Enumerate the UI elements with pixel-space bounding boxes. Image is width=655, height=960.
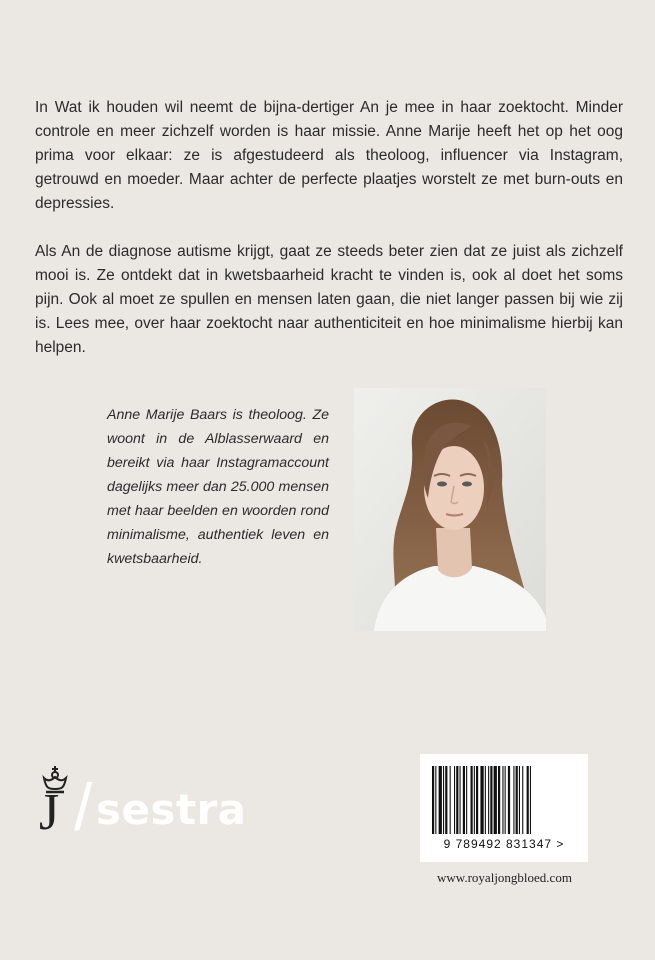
barcode-bar: [476, 766, 478, 834]
barcode-bar: [498, 766, 500, 834]
barcode-bar: [519, 766, 520, 834]
barcode-bar: [463, 766, 465, 834]
barcode-bar: [485, 766, 486, 834]
isbn-barcode: [420, 754, 588, 862]
barcode-bar: [513, 766, 514, 834]
author-bio: Anne Marije Baars is theoloog. Ze woont in de Alblasserwaard en bereikt via haar Instagramaccount dagelijks meer dan 25.000 mensen met haar beelden en woorden rond minimalisme, authentiek leven en kwetsbaarheid.: [107, 407, 329, 567]
barcode-digits: 9 789492 831347 >: [443, 837, 565, 851]
barcode-icon: [420, 754, 588, 836]
publisher-name: sestra: [96, 785, 247, 834]
barcode-bar: [450, 766, 451, 834]
logo-slash: /: [74, 770, 93, 844]
publisher-logo: [34, 764, 254, 844]
barcode-bar: [527, 766, 529, 834]
barcode-bar: [505, 766, 506, 834]
publisher-website: www.royaljongbloed.com: [437, 870, 572, 885]
barcode-bar: [522, 766, 523, 834]
author-portrait-icon: [354, 388, 546, 631]
barcode-bar: [445, 766, 447, 834]
barcode-bar: [490, 766, 492, 834]
barcode-bar: [530, 766, 531, 834]
blurb-paragraph-1: In Wat ik houden wil neemt de bijna-dertiger An je mee in haar zoektocht. Minder controle en meer zichzelf worden is haar missie. Anne Marije heeft het op het oog prima voor elkaar: ze is afgestudeerd als theoloog, influencer via Instagram, getrouwd en moeder. Maar achter de perfecte plaatjes worstelt ze met burn-outs en depressies.: [35, 99, 623, 212]
barcode-bar: [502, 766, 503, 834]
barcode-bar: [516, 766, 518, 834]
barcode-bar: [480, 766, 483, 834]
author-photo: [354, 388, 546, 631]
barcode-bar: [460, 766, 461, 834]
barcode-bar: [494, 766, 497, 834]
barcode-bar: [466, 766, 467, 834]
barcode-bar: [508, 766, 510, 834]
barcode-bar: [474, 766, 475, 834]
barcode-bar: [488, 766, 489, 834]
barcode-bar: [435, 766, 436, 834]
back-cover-blurb: [35, 96, 623, 384]
barcode-bar: [443, 766, 444, 834]
logo-j-letter: J: [39, 784, 60, 841]
barcode-bar: [471, 766, 473, 834]
barcode-bar: [456, 766, 458, 834]
blurb-paragraph-2: Als An de diagnose autisme krijgt, gaat ze steeds beter zien dat ze juist als zichzelf mooi is. Ze ontdekt dat in kwetsbaarheid kracht te vinden is, ook al doet het soms pijn. Ook al moet ze spullen en mensen laten gaan, die niet langer passen bij wie zij is. Lees mee, over haar zoektocht naar authenticiteit en hoe minimalisme hierbij kan helpen.: [35, 243, 623, 356]
barcode-bar: [432, 766, 434, 834]
barcode-bar: [439, 766, 442, 834]
barcode-bar: [454, 766, 455, 834]
